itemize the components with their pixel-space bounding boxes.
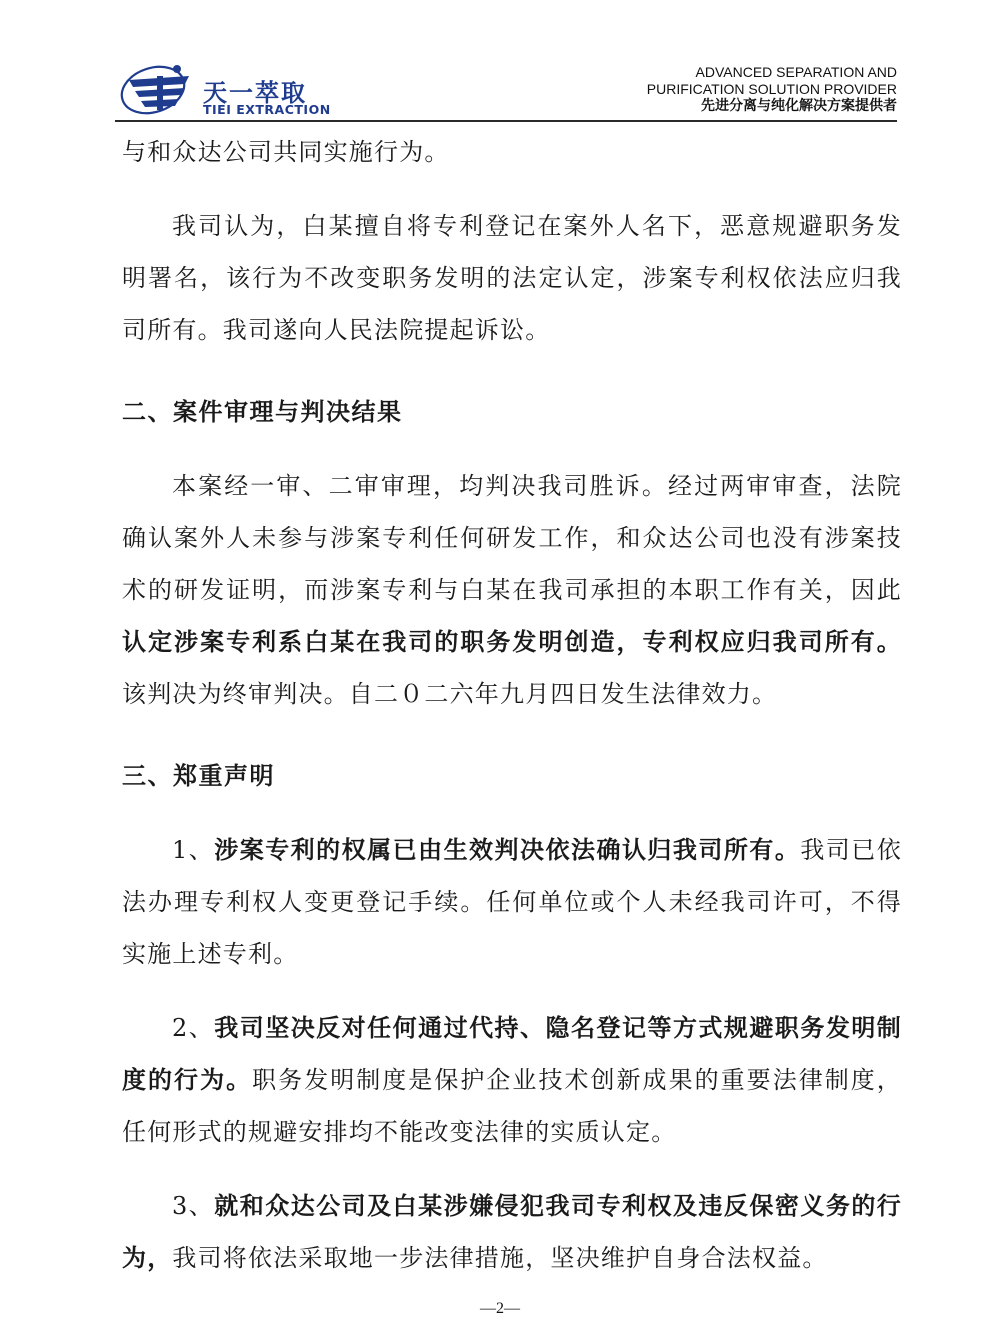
logo-chinese-name: 天一萃取 — [203, 79, 307, 107]
paragraph-judgment — [122, 460, 902, 720]
tagline-cn: 先进分离与纯化解决方案提供者 — [701, 98, 897, 114]
tagline-en-line1: ADVANCED SEPARATION AND — [695, 64, 897, 80]
statement-3-bold: 就和众达公司及白某涉嫌侵犯我司专利权及违反保密义务的行为， — [122, 1192, 903, 1272]
statement-item-3: 3、就和众达公司及白某涉嫌侵犯我司专利权及违反保密义务的行为，我司将依法采取地一步法律措施，坚决维护自身合法权益。 — [122, 1192, 903, 1272]
company-logo — [115, 58, 345, 118]
company-tagline — [647, 64, 897, 115]
judgment-effective: 该判决为终审判决。自二０二六年九月四日发生法律效力。 — [122, 680, 778, 708]
statement-1-bold: 涉案专利的权属已由生效判决依法确认归我司所有。 — [214, 836, 801, 864]
paragraph-company-position: 我司认为，白某擅自将专利登记在案外人名下，恶意规避职务发明署名，该行为不改变职务发明的法定认定，涉案专利权依法应归我司所有。我司遂向人民法院提起诉讼。 — [122, 212, 902, 344]
judgment-text: 本案经一审、二审审理，均判决我司胜诉。经过两审审查，法院确认案外人未参与涉案专利任何研发工作，和众达公司也没有涉案技术的研发证明，而涉案专利与白某在我司承担的本职工作有关，因此 — [122, 472, 902, 604]
section-heading-trial: 二、案件审理与判决结果 — [122, 398, 403, 426]
letterhead — [115, 58, 897, 122]
statement-item-2: 2、我司坚决反对任何通过代持、隐名登记等方式规避职务发明制度的行为。职务发明制度是保护企业技术创新成果的重要法律制度，任何形式的规避安排均不能改变法律的实质认定。 — [122, 1014, 903, 1146]
section-heading-statement: 三、郑重声明 — [122, 762, 275, 790]
statement-2-bold: 我司坚决反对任何通过代持、隐名登记等方式规避职务发明制度的行为。 — [122, 1014, 903, 1094]
paragraph-continuation: 与和众达公司共同实施行为。 — [122, 138, 450, 166]
logo-english-name: TIEI EXTRACTION — [203, 102, 331, 117]
statement-item-1: 1、涉案专利的权属已由生效判决依法确认归我司所有。我司已依法办理专利权人变更登记手续。任何单位或个人未经我司许可，不得实施上述专利。 — [122, 836, 902, 968]
judgment-conclusion: 认定涉案专利系白某在我司的职务发明创造，专利权应归我司所有。 — [122, 628, 902, 656]
document-body — [122, 126, 902, 1284]
tiei-logo-icon — [115, 58, 205, 118]
page-number: —2— — [480, 1300, 520, 1317]
tagline-en-line2: PURIFICATION SOLUTION PROVIDER — [646, 81, 897, 97]
